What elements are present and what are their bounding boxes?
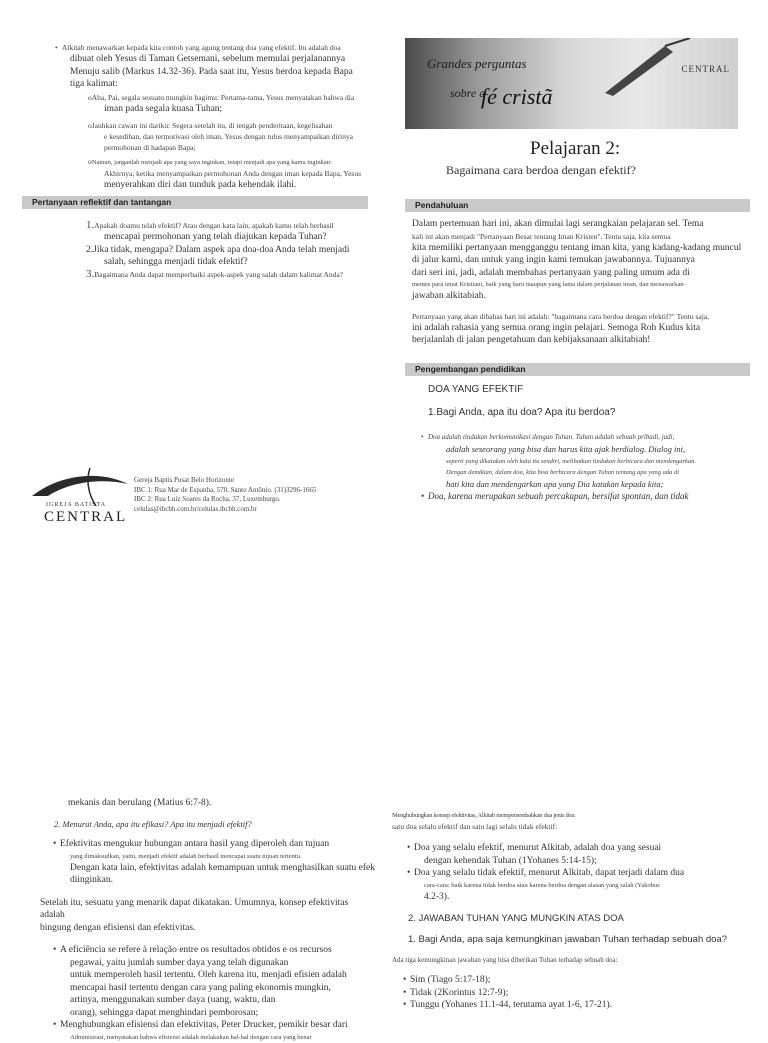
question-number-2: 2. [86,244,94,255]
banner-line-1: Grandes perguntas [427,56,527,71]
lesson-subtitle: Bagaimana cara berdoa dengan efektif? [446,163,636,177]
bl-bullet-1b: yang dimaksudkan, yaitu, menjadi efektif adalah berhasil mencapai suatu tujuan tertentu. [70,852,302,860]
point-3-line-c: menyerahkan diri dan tunduk pada kehendak ilahi. [104,179,297,190]
bl-bullet-2b: pegawai, yaitu jumlah sumber daya yang telah digunakan [70,957,289,968]
bl-line-1: mekanis dan berulang (Matius 6:7-8). [68,798,212,808]
br-item-2: • Tidak (2Korintus 12:7-9); [392,987,760,1000]
bl-bullet-3a: • Menghubungkan efisiensi dan efektivitas, Peter Drucker, pemikir besar dari [40,1019,375,1032]
church-address [134,476,334,514]
church-address-2: IBC 2: Rua Luiz Soares da Rocha, 37, Luxemburgo. [134,495,281,503]
question-1-line-a: Apakah doamu telah efektif? Atau dengan kata lain, apakah kamu telah berhasil [94,221,334,230]
definition-l1: • Doa adalah tindakan berkomunikasi dengan Tuhan. Tuhan adalah sebuah pribadi, jadi, [428,432,748,443]
br-bullet-1b: dengan kehendak Tuhan (1Yohanes 5:14-15); [424,855,597,866]
point-3 [88,156,388,192]
br-line-1: Menghubungkan konsep efektivitas, Alkitab mempersembahkan dua jenis doa: [392,812,576,819]
bl-bullet-2e: artinya, menggunakan sumber daya (uang, waktu, dan [70,995,276,1005]
question-1-line-b: mencapai permohonan yang telah diajukan kepada Tuhan? [104,232,327,242]
banner-brand: CENTRAL [681,64,730,74]
br-heading-2: 2. JAWABAN TUHAN YANG MUNGKIN ATAS DOA [408,913,624,924]
point-2-line-b: e kesedihan, dan termotivasi oleh iman, Yesus dengan tulus menyampaikan dirinya [104,131,353,141]
logo-subtitle: IGREJA BATISTA [46,502,107,508]
reflection-section-bar [22,196,368,209]
question-3-line: Bagaimana Anda dapat memperbaiki aspek-aspek yang salah dalam kalimat Anda? [94,269,344,279]
pen-icon [595,38,695,98]
bl-question-2: 2. Menurut Anda, apa itu efikasi? Apa itu menjadi efektif? [54,818,252,829]
intro-l6: mentes para umat Kristiani, baik yang baru maupun yang lama dalam perjalanan iman, dan menawarkan- [412,281,686,288]
br-item-3: • Tunggu (Yohanes 11.1-44, terutama ayat 1-6, 17-21). [392,999,760,1012]
intro-line-2: dibuat oleh Yesus di Taman Getsemani, sebelum memulai perjalanannya [70,54,346,64]
point-3-line-a: Namun, janganlah menjadi apa yang saya inginkan, tetapi menjadi apa yang kamu inginkan: [91,158,332,166]
point-2-line-c: permohonan di hadapan Bapa; [104,142,196,152]
question-number-1: 1. [86,219,95,231]
bl-bullet-2d: mencapai hasil tertentu dengan cara yang paling ekonomis mungkin, [70,982,331,993]
intro-l2: kali ini akan menjadi "Pertanyaan Besar tentang Iman Kristen". Tentu saja, kita semua [412,231,671,241]
intro-l10: berjalanlah di jalan pengetahuan dan kebijaksanaan alkitabiah! [412,335,651,345]
prayer-points [88,92,388,191]
br-item-1: • Sim (Tiago 5:17-18); [392,974,760,987]
bl-bullet-2f: orang), sehingga dapat menghindari pemborosan; [70,1007,259,1018]
point-1-line-a: Aba, Pai, segala sesuatu mungkin bagimu: Pertama-tama, Yesus menyatakan bahwa dia [91,93,355,102]
intro-l8: Pertanyaan yang akan dibahas hari ini adalah: "bagaimana cara berdoa dengan efektif?" Tentu saja, [412,311,709,321]
reflection-title: Pertanyaan reflektif dan tantangan [32,197,172,207]
definition-l6: • Doa, karena merupakan sebuah percakapan, bersifat spontan, dan tidak [428,490,748,503]
intro-l4: di jalur kami, dan untuk yang ingin kami temukan jawabannya. Tujuannya [412,255,695,265]
br-bullet-2c: 4.2-3). [424,891,450,902]
bl-bullet-3b: Administrasi, menyatakan bahwa efisiensi adalah melakukan hal-hal dengan cara yang benar [70,1033,312,1041]
intro-l3: kita memiliki pertanyaan mengganggu tentang iman kita, yang kadang-kadang muncul [412,242,742,253]
development-section-bar [405,363,750,376]
intro-line-4: tiga kalimat: [70,79,118,89]
church-address-1: IBC 1: Rua Mar de Espanha, 570, Santo Antônio. (31)3296-1665 [134,485,317,494]
bl-bullet-1a: • Efektivitas mengukur hubungan antara hasil yang diperoleh dan tujuan [40,838,375,851]
circle-bullet-icon: o [88,156,92,166]
prayer-definition [428,432,748,503]
bl-para-2: bingung dengan efisiensi dan efektivitas. [40,922,196,933]
intro-l1: Dalam pertemuan hari ini, akan dimulai lagi serangkaian pelajaran sel. Tema [412,219,704,229]
logo-name: CENTRAL [44,509,128,525]
church-name: Gereja Baptis Pusat Belo Horizonte [134,476,234,484]
point-3-line-b: Akhirnya, ketika menyampaikan permohonan Anda dengan iman kepada Bapa, Yesus [104,168,362,178]
bl-bullet-1d: diinginkan. [70,875,114,885]
intro-section-bar [405,199,750,212]
circle-bullet-icon: o [88,120,92,130]
development-heading: DOA YANG EFEKTIF [428,384,524,395]
church-logo [30,466,130,524]
banner-line-3: fé cristã [481,84,553,109]
bottom-right-column [392,810,760,1012]
br-bullet-1a: • Doa yang selalu efektif, menurut Alkitab, adalah doa yang sesuai [392,842,760,855]
point-1-line-b: iman pada segala kuasa Tuhan; [104,104,223,114]
point-1 [88,92,388,116]
intro-line-1: • Alkitab menawarkan kepada kita contoh yang agung tentang doa yang efektif. Itu adalah doa [62,42,382,53]
lesson-title: Pelajaran 2: [530,138,621,159]
church-contact: celulas@ibcbh.com.br/celulas.ibcbh.com.br [134,504,257,513]
bl-para-1: Setelah itu, sesuatu yang menarik dapat dikatakan. Umumnya, konsep efektivitas adalah [40,897,349,920]
br-para-1: Ada tiga kemungkinan jawaban yang bisa diberikan Tuhan terhadap sebuah doa: [392,956,618,964]
question-number-3: 3. [86,267,95,280]
bottom-left-column [40,797,375,1043]
definition-l3: seperti yang dikatakan oleh kata itu sendiri, melibatkan tindakan berbicara dan mendengarkan. [446,457,697,465]
circle-bullet-icon: o [88,93,92,102]
definition-l2: adalah seseorang yang bisa dan harus kita ajak berdialog. Dialog ini, [446,444,686,454]
fish-swoosh-icon [30,466,130,506]
bl-bullet-2a: • A eficiência se refere à relação entre os resultados obtidos e os recursos [40,944,375,957]
point-2 [88,120,388,153]
development-bar-title: Pengembangan pendidikan [415,364,526,374]
br-line-2: satu doa selalu efektif dan satu lagi selalu tidak efektif: [392,822,558,831]
br-question-1: 1. Bagi Anda, apa saja kemungkinan jawaban Tuhan terhadap sebuah doa? [408,934,728,945]
bl-bullet-1c: Dengan kata lain, efektivitas adalah kemampuan untuk menghasilkan suatu efek [70,862,375,873]
development-content [428,384,748,418]
intro-paragraph [62,42,382,91]
definition-l4: Dengan demikian, dalam doa, kita bisa berbicara dengan Tuhan tentang apa yang ada di [446,468,680,476]
intro-l9: ini adalah rahasia yang semua orang ingin pelajari. Semoga Roh Kudus kita [412,322,701,333]
question-2-line-b: salah, sehingga menjadi tidak efektif? [104,257,248,267]
br-bullet-2a: • Doa yang selalu tidak efektif, menurut Alkitab, dapat terjadi dalam dua [392,867,760,880]
intro-text [412,218,757,347]
reflection-questions [86,220,376,280]
intro-bar-title: Pendahuluan [415,200,469,210]
definition-l5: hati kita dan mendengarkan apa yang Dia katakan kepada kita; [446,478,664,489]
intro-l7: jawaban alkitabiah. [412,291,486,301]
intro-line-3: Menuju salib (Markus 14.32-36). Pada saat itu, Yesus berdoa kepada Bapa [70,66,353,77]
bl-bullet-2c: untuk memperoleh hasil tertentu. Oleh karena itu, menjadi efisien adalah [70,970,347,980]
question-2-line-a: Jika tidak, mengapa? Dalam aspek apa doa-doa Anda telah menjadi [93,244,350,255]
point-2-line-a: Jauhkan cawan ini dariku: Segera setelah itu, di tengah penderitaan, kegelisahan [91,120,333,130]
series-banner [405,38,738,129]
br-bullet-2b: cara-cara: baik karena tidak berdoa atau karena berdoa dengan alasan yang salah (Yakobus [424,881,660,889]
intro-l5: dari seri ini, jadi, adalah membahas pertanyaan yang paling umum ada di [412,267,690,278]
banner-line-2: sobre a [450,86,486,100]
development-question-1: 1.Bagi Anda, apa itu doa? Apa itu berdoa? [428,407,616,418]
